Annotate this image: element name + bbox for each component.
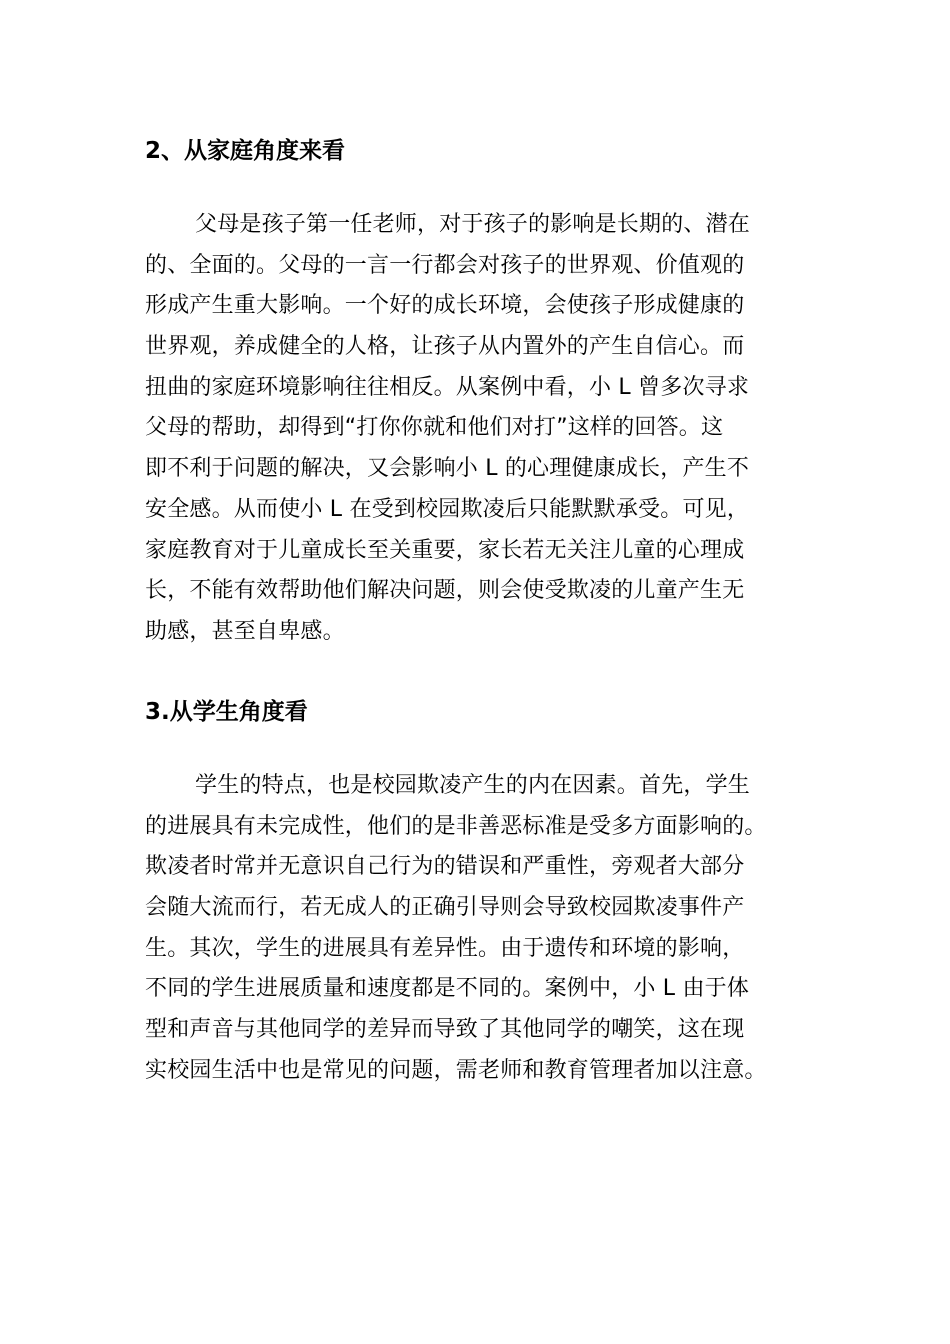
- section-3-paragraph: [145, 766, 825, 1092]
- paragraph-line: 助感，甚至自卑感。: [145, 618, 345, 644]
- paragraph-line: 长，不能有效帮助他们解决问题，则会使受欺凌的儿童产生无: [145, 578, 745, 604]
- paragraph-line: 学生的特点，也是校园欺凌产生的内在因素。首先，学生: [195, 773, 751, 798]
- paragraph-line: 形成产生重大影响。一个好的成长环境，会使孩子形成健康的: [145, 293, 745, 319]
- paragraph-line: 扭曲的家庭环境影响往往相反。从案例中看，小 L 曾多次寻求: [145, 374, 750, 400]
- paragraph-line: 的进展具有未完成性，他们的是非善恶标准是受多方面影响的。: [145, 813, 767, 839]
- section-2-heading: 2、从家庭角度来看: [145, 138, 346, 164]
- paragraph-line: 家庭教育对于儿童成长至关重要，家长若无关注儿童的心理成: [145, 537, 745, 563]
- paragraph-line: 会随大流而行，若无成人的正确引导则会导致校园欺凌事件产: [145, 895, 745, 921]
- paragraph-line: 安全感。从而使小 L 在受到校园欺凌后只能默默承受。可见，: [145, 496, 750, 522]
- paragraph-line: 的、全面的。父母的一言一行都会对孩子的世界观、价值观的: [145, 252, 745, 278]
- paragraph-line: 实校园生活中也是常见的问题，需老师和教育管理者加以注意。: [145, 1057, 767, 1083]
- paragraph-line: 父母的帮助，却得到“打你你就和他们对打”这样的回答。这: [145, 415, 724, 441]
- section-2-paragraph: [145, 205, 825, 653]
- paragraph-line: 生。其次，学生的进展具有差异性。由于遗传和环境的影响，: [145, 935, 745, 961]
- paragraph-line: 欺凌者时常并无意识自己行为的错误和严重性，旁观者大部分: [145, 854, 745, 880]
- paragraph-line: 不同的学生进展质量和速度都是不同的。案例中，小 L 由于体: [145, 976, 750, 1002]
- paragraph-line: 即不利于问题的解决，又会影响小 L 的心理健康成长，产生不: [145, 456, 750, 482]
- paragraph-line: 型和声音与其他同学的差异而导致了其他同学的嘲笑，这在现: [145, 1017, 745, 1043]
- paragraph-line: 世界观，养成健全的人格，让孩子从内置外的产生自信心。而: [145, 334, 745, 360]
- section-3-heading: 3.从学生角度看: [145, 699, 308, 725]
- paragraph-line: 父母是孩子第一任老师，对于孩子的影响是长期的、潜在: [195, 212, 751, 237]
